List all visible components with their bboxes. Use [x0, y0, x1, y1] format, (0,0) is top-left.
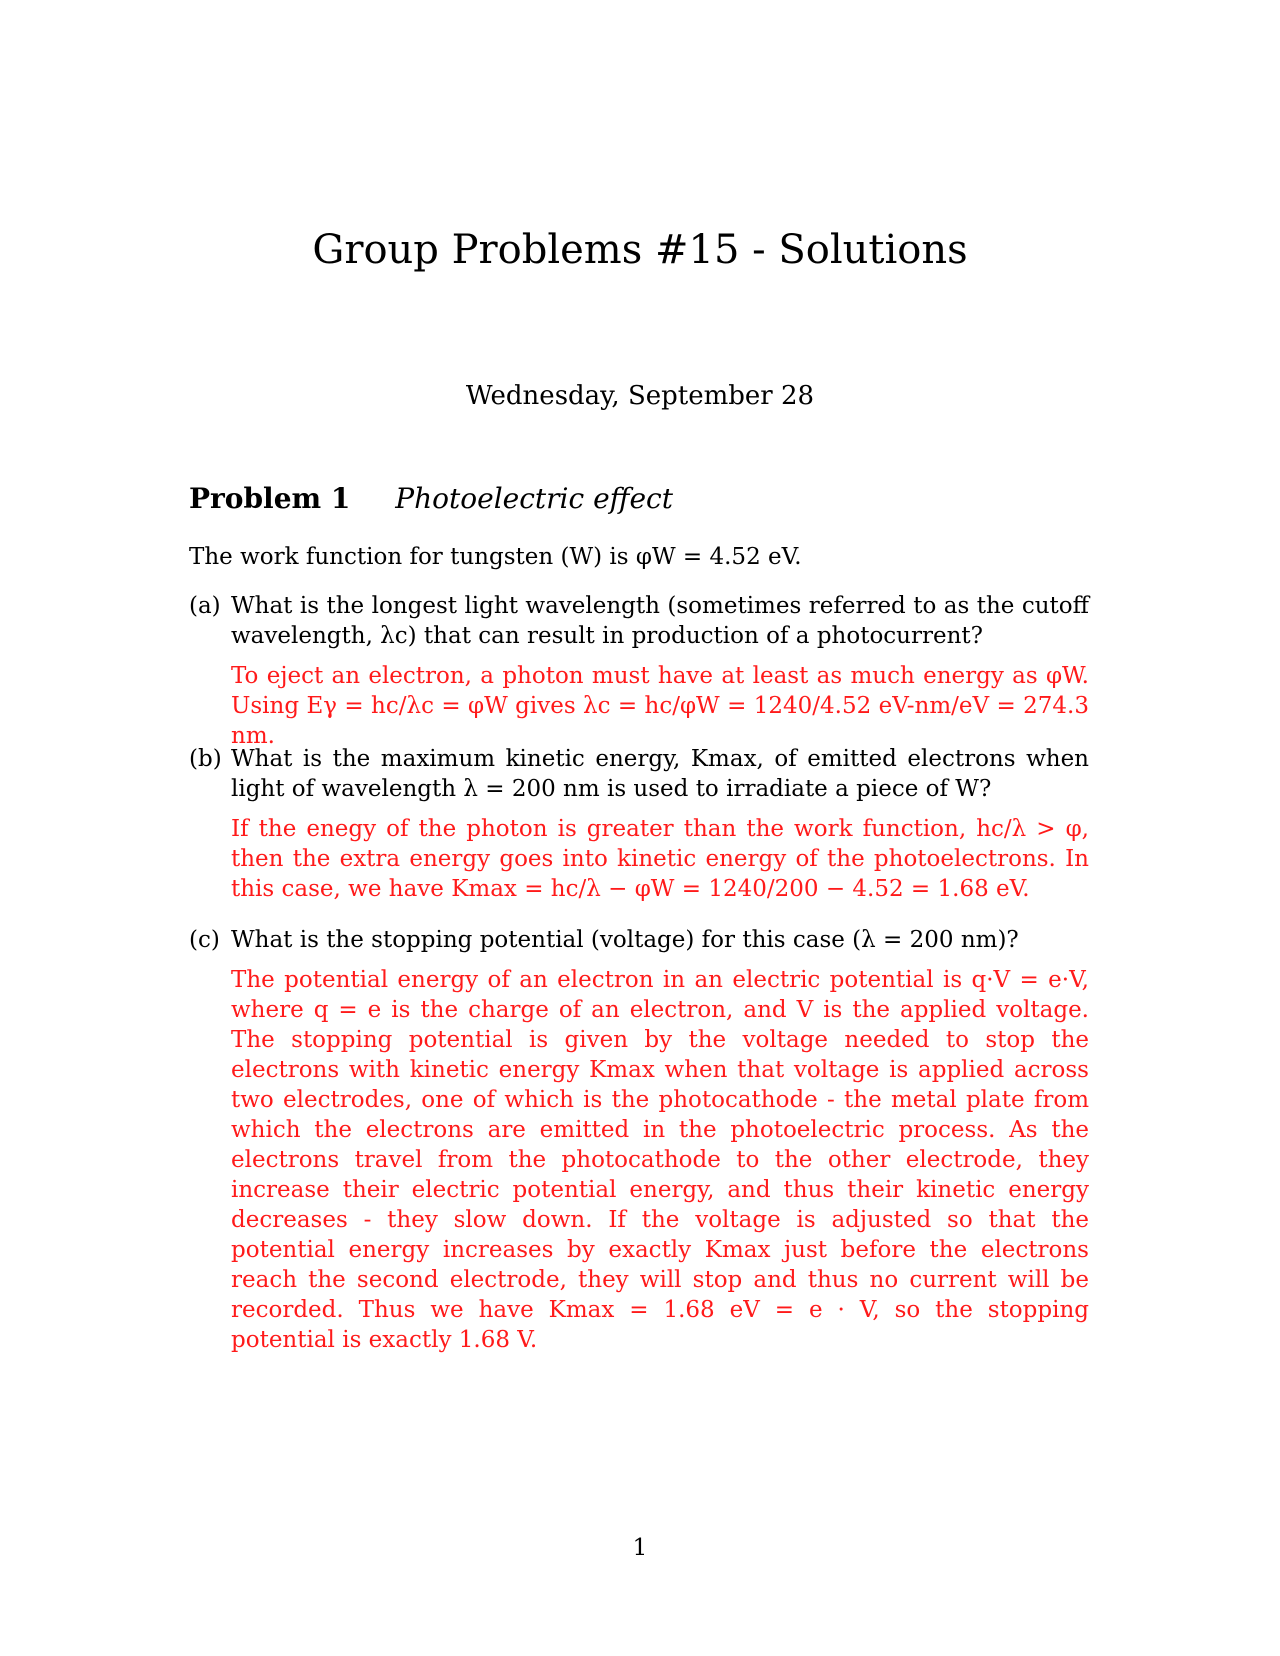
question-text: What is the maximum kinetic energy, Kmax, of emitted electrons when light of wavelength λ = 200 nm is used to irradiate a piece of W? [231, 746, 1089, 802]
part-b [189, 744, 1089, 904]
page-number: 1 [632, 1535, 648, 1561]
question-text: What is the longest light wavelength (sometimes referred to as the cutoff wavelength, λc) that can result in production of a photocurrent? [231, 593, 1089, 649]
part-a [189, 591, 1089, 751]
problem-number: Problem 1 [189, 482, 351, 515]
document-date: Wednesday, September 28 [465, 381, 815, 411]
part-label: (a) [189, 593, 221, 619]
part-label: (c) [189, 927, 220, 953]
part-label: (b) [189, 746, 222, 772]
answer-text: To eject an electron, a photon must have at least as much energy as φW. Using Eγ = hc/λc = φW gives λc = hc/φW = 1240/4.52 eV-nm/eV = 274.3 nm. [231, 663, 1089, 749]
problem-intro: The work function for tungsten (W) is φW = 4.52 eV. [189, 544, 802, 570]
question-text: What is the stopping potential (voltage) for this case (λ = 200 nm)? [231, 927, 1019, 953]
answer-text: If the enegy of the photon is greater than the work function, hc/λ > φ, then the extra energy goes into kinetic energy of the photoelectrons. In this case, we have Kmax = hc/λ − φW = 1240/200 − 4.52 = 1.68 eV. [231, 816, 1089, 902]
problem-title: Photoelectric effect [395, 482, 673, 515]
answer-text: The potential energy of an electron in an electric potential is q·V = e·V, where q = e is the charge of an electron, and V is the applied voltage. The stopping potential is given by the voltage needed to stop the electrons with kinetic energy Kmax when that voltage is applied across two electrodes, one of which is the photocathode - the metal plate from which the electrons are emitted in the photoelectric process. As the electrons travel from the photocathode to the other electrode, they increase their electric potential energy, and thus their kinetic energy decreases - they slow down. If the voltage is adjusted so that the potential energy increases by exactly Kmax just before the electrons reach the second electrode, they will stop and thus no current will be recorded. Thus we have Kmax = 1.68 eV = e · V, so the stopping potential is exactly 1.68 V. [231, 967, 1089, 1353]
problem-heading [189, 482, 673, 516]
document-title: Group Problems #15 - Solutions [312, 227, 968, 273]
part-c [189, 925, 1089, 1355]
